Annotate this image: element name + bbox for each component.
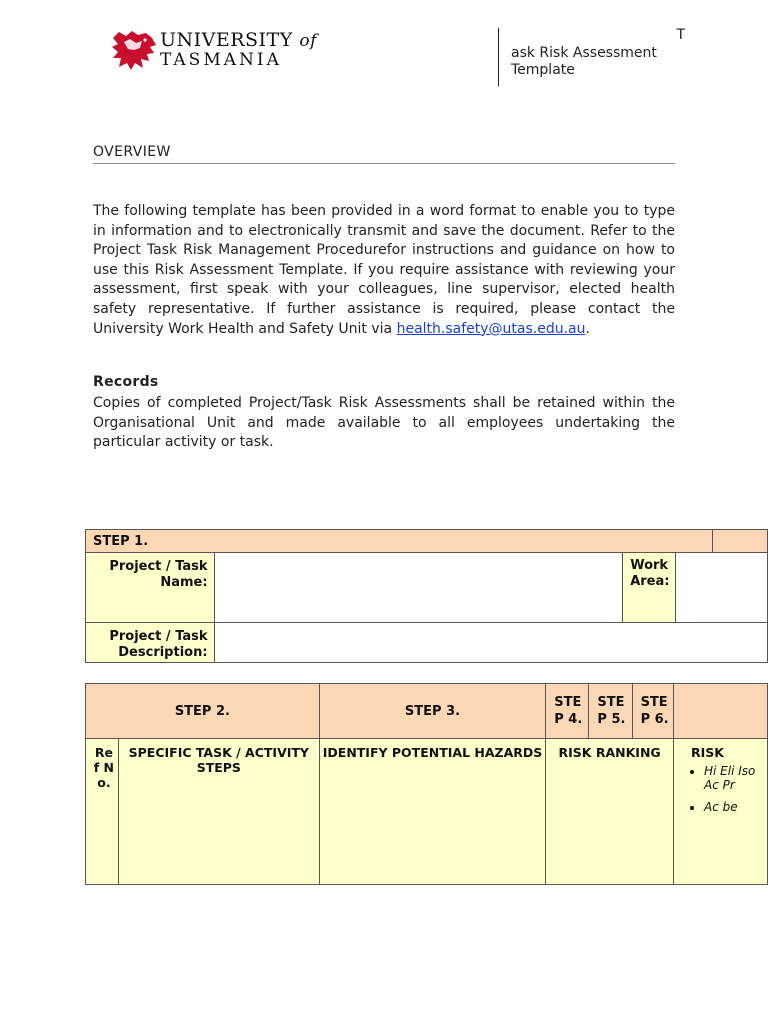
document-title-line1: T [676,27,685,43]
overview-paragraph [93,202,675,339]
identify-hazards-header: IDENTIFY POTENTIAL HAZARDS [319,739,545,885]
logo-tasmania-text: TASMANIA [160,50,282,70]
step5-header: STEP 5. [589,684,632,739]
risk-assessment-table [85,683,768,885]
step2-header: STEP 2. [86,684,320,739]
specific-task-header: SPECIFIC TASK / ACTIVITY STEPS [118,739,319,885]
project-task-description-label: Project / Task Description: [86,623,215,663]
records-paragraph: Copies of completed Project/Task Risk Assessments shall be retained within the Organisational Unit and made available to all employees undertaking the particular activity or task. [93,395,675,451]
step7-header [673,684,767,739]
tasmanian-devil-crest-icon [110,28,158,72]
control-bullet-list [674,764,767,814]
records-heading: Records [93,374,159,390]
university-logo [110,28,317,72]
risk-ranking-header: RISK RANKING [546,739,674,885]
logo-university-text: UNIVERSITY [160,29,293,51]
control-bullet-1: • Hi Eli Iso Ac Pr [704,764,767,792]
step1-extra-cell [712,530,767,553]
document-title [511,27,691,80]
overview-heading: OVERVIEW [93,144,171,160]
overview-divider [93,163,675,164]
work-area-field[interactable] [675,553,767,623]
project-task-description-field[interactable] [214,623,767,663]
step1-table [85,529,768,663]
overview-paragraph-text: The following template has been provided in a word format to enable you to type in information and to electronically transmit and save the document. Refer to the Project Task Risk Management Procedurefor instructions and guidance on how to use this Risk Assessment Template. If you require assistance with reviewing your assessment, first speak with your colleagues, line supervisor, elected health safety representative. If further assistance is required, please contact the University Work Health and Safety Unit via [93,203,675,337]
header-divider [498,28,499,86]
step1-label: STEP 1. [86,530,713,553]
step3-header: STEP 3. [319,684,545,739]
risk-controls-header: RISK [690,745,724,760]
ref-no-header: Ref No. [86,739,119,885]
project-task-name-label: Project / Task Name: [86,553,215,623]
risk-controls-cell [673,739,767,885]
logo-of-text: of [299,31,317,51]
step4-header: STEP 4. [546,684,589,739]
control-bullet-2: • Ac be [704,800,767,814]
work-area-label: Work Area: [623,553,676,623]
overview-paragraph-end: . [585,320,590,337]
project-task-name-field[interactable] [214,553,623,623]
step6-header: STEP 6. [632,684,673,739]
document-title-line2: ask Risk Assessment [511,44,657,61]
document-title-line3: Template [511,62,575,78]
health-safety-email-link[interactable]: health.safety@utas.edu.au [396,320,586,337]
